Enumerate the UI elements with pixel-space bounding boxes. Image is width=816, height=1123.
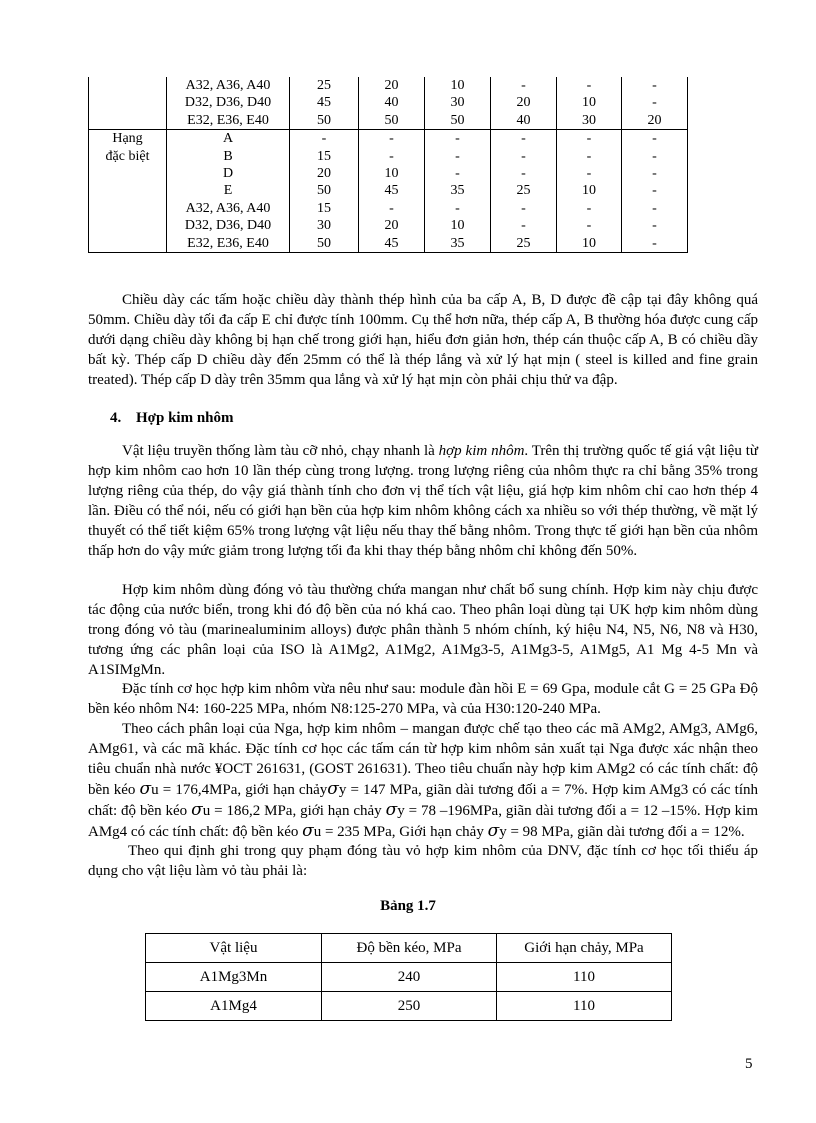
value-cell: - - - 35 - 10 35 [425, 130, 491, 253]
value-cell: - 10 30 [557, 77, 622, 130]
material-properties-table [145, 933, 672, 1021]
sigma-symbol: σ [302, 821, 314, 841]
thickness-paragraph: Chiều dày các tấm hoặc chiều dày thành thép hình của ba cấp A, B, D được đề cập tại đây không quá 50mm. Chiều dày tối đa cấp E chỉ được tính 100mm. Cụ thể hơn nữa, thép cấp A, B thường hóa được cung cấp dưới dạng chiều dày không bị hạn chế trong giới hạn, hiểu đơn giản hơn, thép cán thuộc cấp A, B có chiều dầy bất kỳ. Thép cấp D chiều dày đến 25mm có thể là thép lắng và xử lý hạt mịn ( steel is killed and fine grain treated). Thép cấp D dày trên 35mm qua lắng và xử lý hạt mịn còn phải chịu thử va đập. [88, 292, 758, 388]
category-cell: Hạng đặc biệt [89, 130, 167, 253]
value-cell: 25 45 50 [290, 77, 359, 130]
grade-cell: A32, A36, A40 D32, D36, D40 E32, E36, E40 [167, 77, 290, 130]
paragraph-aluminium-intro: Vật liệu truyền thống làm tàu cỡ nhỏ, chạy nhanh là hợp kim nhôm. Trên thị trường quốc tế giá vật liệu từ hợp kim nhôm cao hơn 10 lần thép cùng trong lượng. trong lượng riêng của nhôm thực ra chỉ bằng 35% trong lượng riêng của thép, do vậy giá thành tính cho đơn vị thể tích vật liệu, giá hợp kim nhôm chỉ cao hơn thép 4 lần. Điều có thể nói, nếu có giới hạn bền của hợp kim nhôm không cách xa nhiều so với thép thường, về mặt lý thuyết có thể tiết kiệm 65% trong lượng vật liệu nếu thay thế bằng nhôm. Trong thực tế giới hạn bền của nhôm thấp hơn do vậy mức giảm trong lượng tối đa khi thay thép bằng nhôm chỉ không đến 50%. [88, 443, 759, 559]
page-number: 5 [745, 1056, 753, 1072]
section-heading: 4. Hợp kim nhôm [110, 410, 234, 426]
table-cell: 110 [497, 992, 672, 1021]
header-cell: Độ bền kéo, MPa [322, 934, 497, 963]
value-cell: - - 20 [622, 77, 688, 130]
paragraph-aluminium-classification: Hợp kim nhôm dùng đóng vỏ tàu thường chứa mangan như chất bổ sung chính. Hợp kim này chịu được tác động của nước biển, trong khi đó độ bền của nó khá cao. Theo phân loại dùng tại UK hợp kim nhôm dùng trong đóng vỏ tàu (marinealuminim alloys) được phân thành 5 nhóm chính, ký hiệu N4, N5, N6, N8 và H30, tương ứng các phân loại của ISO là A1Mg2, A1Mg2, A1Mg3-5, A1Mg3-5, A1Mg5, A1 Mg 4-5 Mn và A1SIMgMn. [88, 582, 758, 678]
grade-cell: A B D E A32, A36, A40 D32, D36, D40 E32, E36, E40 [167, 130, 290, 253]
table-row [89, 130, 688, 253]
table-row [89, 77, 688, 130]
header-cell: Giới hạn chảy, MPa [497, 934, 672, 963]
header-cell: Vật liệu [146, 934, 322, 963]
steel-grade-thickness-table [88, 77, 688, 253]
paragraph-mechanical-properties: Đặc tính cơ học hợp kim nhôm vừa nêu như sau: module đàn hồi E = 69 Gpa, module cắt G = 25 GPa Độ bền kéo nhôm N4: 160-225 MPa, nhóm N8:125-270 MPa, và của H30:120-240 MPa. [88, 681, 758, 717]
value-cell: 20 40 50 [359, 77, 425, 130]
value-cell: - - - 10 - - 10 [557, 130, 622, 253]
table-cell: 250 [322, 992, 497, 1021]
table-cell: 240 [322, 963, 497, 992]
table-cell: 110 [497, 963, 672, 992]
category-cell [89, 77, 167, 130]
value-cell: - - - 25 - - 25 [491, 130, 557, 253]
table-cell: A1Mg3Mn [146, 963, 322, 992]
sigma-symbol: σ [191, 800, 203, 820]
table-header-row [146, 934, 672, 963]
value-cell: - 15 20 50 15 30 50 [290, 130, 359, 253]
paragraph-dnv-requirements: Theo qui định ghi trong quy phạm đóng tàu vỏ hợp kim nhôm của DNV, đặc tính cơ học tối thiểu áp dụng cho vật liệu làm vỏ tàu phải là: [88, 843, 758, 879]
value-cell: - - 10 45 - 20 45 [359, 130, 425, 253]
table-caption: Bảng 1.7 [380, 898, 436, 914]
sigma-symbol: σ [385, 800, 398, 820]
value-cell: - - - - - - - [622, 130, 688, 253]
paragraph-russian-classification: Theo cách phân loại của Nga, hợp kim nhôm – mangan được chế tạo theo các mã AMg2, AMg3, AMg6, AMg61, và các mã khác. Đặc tính cơ học các tấm cán từ hợp kim nhôm sản xuất tại Nga được xác nhận theo tiêu chuẩn nhà nước ¥OCT 261631, (GOST 261631). Theo tiêu chuẩn này hợp kim AMg2 có các tính chất: độ bền kéo σu = 176,4MPa, giới hạn chảyσy = 147 MPa, giãn dài tương đối a = 7%. Hợp kim AMg3 có các tính chất: độ bền kéo σu = 186,2 MPa, giới hạn chảy σy = 78 –196MPa, giãn dài tương đối a = 12 –15%. Hợp kim AMg4 có các tính chất: độ bền kéo σu = 235 MPa, Giới hạn chảy σy = 98 MPa, giãn dài tương đối a = 12%. [88, 721, 758, 841]
value-cell: - 20 40 [491, 77, 557, 130]
table-row [146, 992, 672, 1021]
sigma-symbol: σ [487, 821, 500, 841]
value-cell: 10 30 50 [425, 77, 491, 130]
table-row [146, 963, 672, 992]
table-cell: A1Mg4 [146, 992, 322, 1021]
sigma-symbol: σ [139, 779, 152, 799]
sigma-symbol: σ [327, 779, 339, 799]
